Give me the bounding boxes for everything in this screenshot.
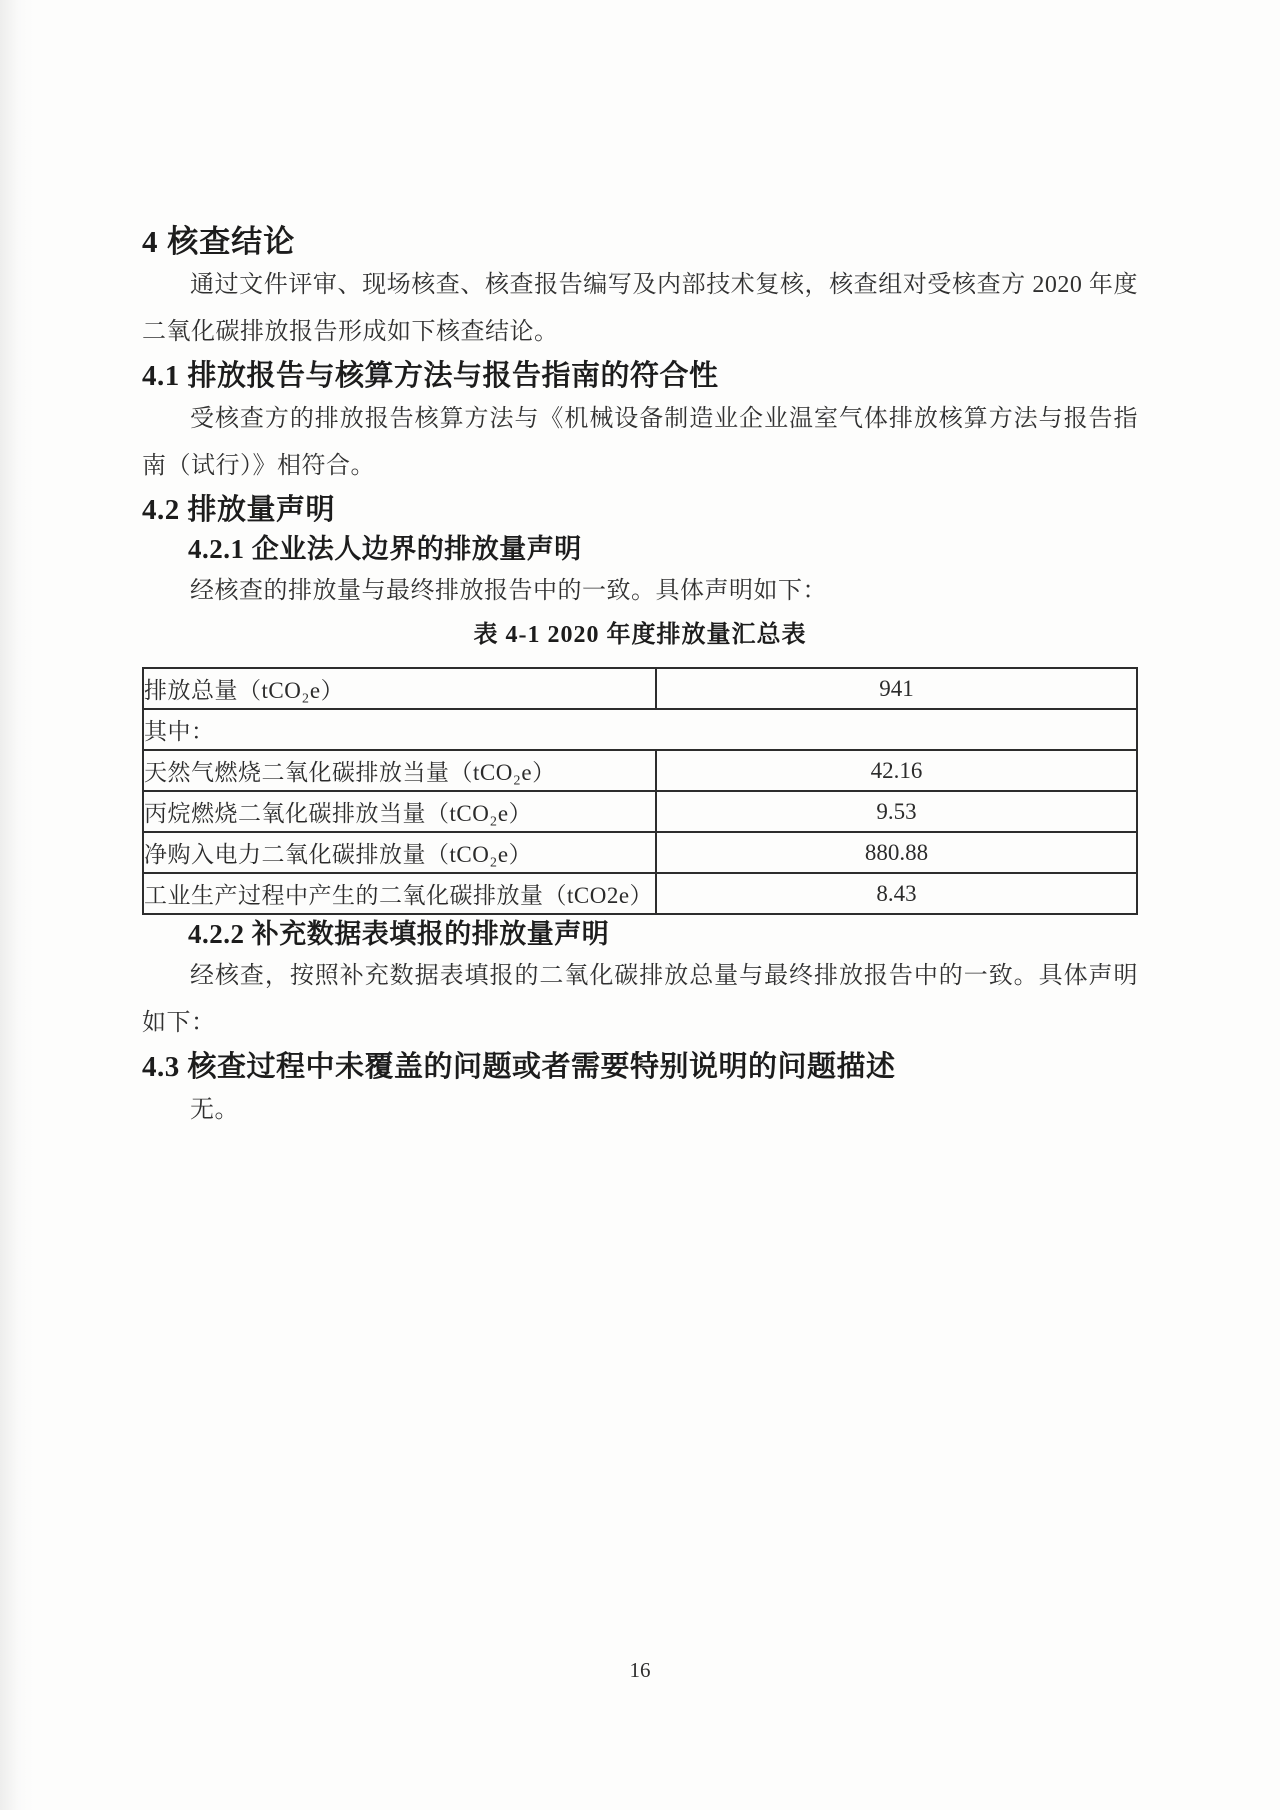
emission-summary-table — [142, 667, 1138, 915]
table-cell-label: 工业生产过程中产生的二氧化碳排放量（tCO2e） — [143, 873, 656, 914]
page-number: 16 — [629, 1658, 651, 1682]
table-cell-value: 880.88 — [656, 832, 1137, 873]
section-4-heading: 4 核查结论 — [142, 224, 296, 259]
table-cell-label: 丙烷燃烧二氧化碳排放当量（tCO₂e） — [143, 791, 656, 832]
table-cell-label: 净购入电力二氧化碳排放量（tCO₂e） — [143, 832, 656, 873]
table-row — [143, 791, 1137, 832]
table-row — [143, 709, 1137, 750]
table-4-1-caption: 表 4-1 2020 年度排放量汇总表 — [473, 622, 807, 648]
section-4-1-heading: 4.1 排放报告与核算方法与报告指南的符合性 — [142, 360, 719, 392]
table-cell-value: 8.43 — [656, 873, 1137, 914]
table-row — [143, 668, 1137, 709]
section-4-paragraph: 通过文件评审、现场核查、核查报告编写及内部技术复核，核查组对受核查方 2020 年度二氧化碳排放报告形成如下核查结论。 — [142, 272, 1138, 345]
section-4-2-heading: 4.2 排放量声明 — [142, 494, 336, 526]
table-cell-value: 42.16 — [656, 750, 1137, 791]
section-4-3-paragraph: 无。 — [190, 1097, 239, 1123]
table-cell-label: 排放总量（tCO₂e） — [143, 668, 656, 709]
table-cell-value: 941 — [656, 668, 1137, 709]
section-4-2-2-paragraph: 经核查，按照补充数据表填报的二氧化碳排放总量与最终排放报告中的一致。具体声明如下： — [142, 963, 1138, 1036]
table-cell-label: 天然气燃烧二氧化碳排放当量（tCO₂e） — [143, 750, 656, 791]
section-4-1-paragraph: 受核查方的排放报告核算方法与《机械设备制造业企业温室气体排放核算方法与报告指南（试行）》相符合。 — [142, 406, 1138, 479]
section-4-2-2-heading: 4.2.2 补充数据表填报的排放量声明 — [188, 919, 610, 949]
section-4-3-heading: 4.3 核查过程中未覆盖的问题或者需要特别说明的问题描述 — [142, 1051, 896, 1083]
section-4-2-1-heading: 4.2.1 企业法人边界的排放量声明 — [188, 534, 582, 564]
table-row — [143, 832, 1137, 873]
table-row — [143, 873, 1137, 914]
table-cell-value: 9.53 — [656, 791, 1137, 832]
table-row — [143, 750, 1137, 791]
section-4-2-1-paragraph: 经核查的排放量与最终排放报告中的一致。具体声明如下： — [190, 578, 827, 604]
table-cell-label: 其中： — [143, 709, 1137, 750]
